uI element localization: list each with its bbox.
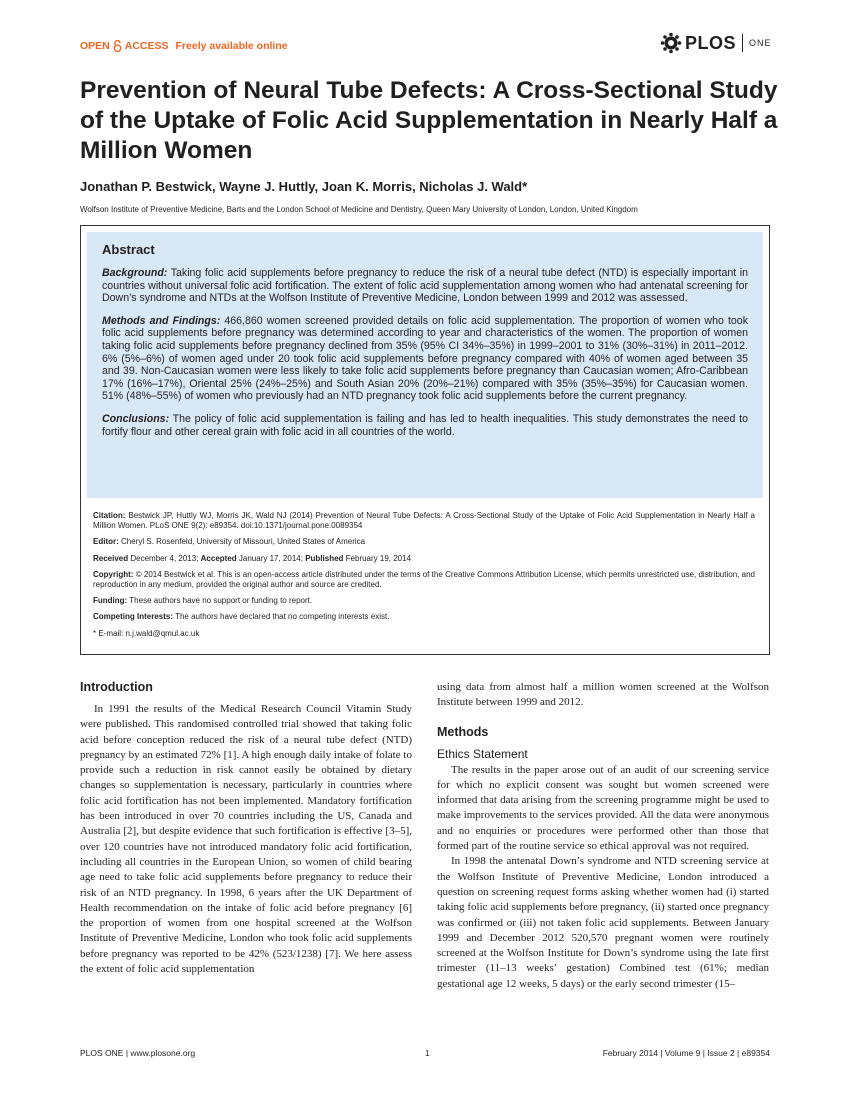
editor-text: Cheryl S. Rosenfeld, University of Missouri, United States of America — [121, 537, 366, 547]
logo-separator — [742, 34, 743, 52]
methods-label: Methods and Findings: — [102, 314, 221, 327]
dates — [93, 554, 755, 564]
copyright-label: Copyright: — [93, 569, 134, 579]
introduction-heading: Introduction — [80, 680, 153, 694]
open-label: OPEN — [80, 40, 110, 52]
abstract-background — [102, 267, 748, 305]
open-access-banner — [80, 40, 288, 52]
open-lock-icon — [113, 40, 122, 52]
competing-text: The authors have declared that no competing interests exist. — [175, 612, 390, 622]
ethics-heading: Ethics Statement — [437, 746, 528, 761]
published-date: February 19, 2014 — [345, 553, 412, 563]
citation — [93, 511, 755, 531]
methods-paragraph: In 1998 the antenatal Down’s syndrome and NTD screening service at the Wolfson Institute of Preventive Medicine, London introduced a question on screening request forms asking whether women had (i) started taking folic acid supplements before pregnancy, (ii) started once pregnancy was confirmed or (iii) not taken folic acid supplements. Between January 1999 and December 2012 520,570 pregnant women were routinely screened at the Wolfson Institute for Down’s syndrome using the late first trimester (11–13 weeks’ gestation) Combined test (61%; median gestational age 12 weeks, 5 days) or the early second trimester (15– — [437, 855, 769, 990]
abstract-conclusions — [102, 413, 748, 438]
funding — [93, 596, 755, 606]
left-column — [80, 680, 412, 977]
plos-gear-icon — [660, 32, 682, 54]
plos-wordmark: PLOS — [685, 32, 737, 53]
plos-logo — [660, 32, 772, 54]
conclusions-label: Conclusions: — [102, 412, 170, 425]
abstract-methods — [102, 315, 748, 403]
right-column — [437, 680, 769, 992]
competing-interests — [93, 612, 755, 622]
citation-label: Citation: — [93, 511, 126, 520]
background-label: Background: — [102, 267, 168, 279]
competing-label: Competing Interests: — [93, 612, 174, 622]
methods-text: 466,860 women screened provided details on folic acid supplementation. The proportion of women who took folic acid supplements before pregnancy was determined according to year and characteristics of the women. The proportion of women taking folic acid supplements before pregnancy declined from 35% (95% CI 34%–35%) in 1999–2001 to 31% (30%–31%) in 2011–2012. 6% (5%–6%) of women aged under 20 took folic acid supplements before pregnancy compared with 40% of women aged between 35 and 39. Non-Caucasian women were less likely to take folic acid supplements before pregnancy than Caucasian women; Afro-Caribbean 17% (16%–17%), Oriental 25% (24%–25%) and South Asian 20% (20%–21%) compared with 35% (35%–35%) for Caucasian women. 51% (48%–55%) of women who previously had an NTD pregnancy took folic acid supplements before the current pregnancy. — [102, 314, 748, 403]
copyright — [93, 570, 755, 590]
editor — [93, 537, 755, 547]
received-label: Received — [93, 553, 129, 563]
accepted-date: January 17, 2014; — [238, 553, 303, 563]
conclusions-text: The policy of folic acid supplementation is failing and has led to health inequalities. This study demonstrates the need to fortify flour and other cereal grain with folic acid in all countries of the world. — [102, 412, 748, 438]
affiliation: Wolfson Institute of Preventive Medicine, Barts and the London School of Medicine and Dentistry, Queen Mary University of London, London, United Kingdom — [80, 205, 638, 214]
article-metadata — [93, 511, 755, 645]
received-date: December 4, 2013; — [130, 553, 199, 563]
freely-available-label: Freely available online — [175, 40, 288, 52]
funding-text: These authors have no support or funding to report. — [129, 596, 313, 606]
page-number: 1 — [425, 1048, 430, 1058]
abstract-heading: Abstract — [102, 242, 155, 257]
journal-tag: ONE — [749, 38, 772, 48]
introduction-paragraph: In 1991 the results of the Medical Research Council Vitamin Study were published. This randomised controlled trial showed that taking folic acid before conception reduced the risk of a neural tube defect (NTD) pregnancy by an estimated 72% [1]. A high enough daily intake of folate to provide such a reduction in risk cannot easily be obtained by dietary changes so supplementation is necessary, particularly in countries where folic acid fortification has not been implemented. Mandatory fortification has been introduced in over 70 countries including the US, Canada and Australia [2], but despite evidence that such fortification is effective [3–5], over 120 countries have not introduced mandatory folic acid fortification, including all countries in the European Union, so women of child bearing age need to take folic acid supplements before pregnancy to reduce their risk of an NTD pregnancy. In 1998, 6 years after the UK Department of Health recommendation on the intake of folic acid before pregnancy [6] the proportion of women from one hospital screened at the Wolfson Institute of Preventive Medicine, London who took folic acid supplements before pregnancy was reported to be 42% (523/1238) [7]. We here assess the extent of folic acid supplementation — [80, 703, 412, 976]
corresponding-email[interactable]: * E-mail: n.j.wald@qmul.ac.uk — [93, 628, 200, 638]
citation-text: Bestwick JP, Huttly WJ, Morris JK, Wald NJ (2014) Prevention of Neural Tube Defects: A Cross-Sectional Study of the Uptake of Folic Acid Supplementation in Nearly Half a Million Women. PLoS ONE 9(2): e89354. doi:10.1371/journal.pone.0089354 — [93, 511, 755, 531]
footer-issue: February 2014 | Volume 9 | Issue 2 | e89354 — [602, 1048, 770, 1058]
author-list: Jonathan P. Bestwick, Wayne J. Huttly, Joan K. Morris, Nicholas J. Wald* — [80, 179, 528, 194]
abstract-box — [87, 232, 763, 498]
article-title: Prevention of Neural Tube Defects: A Cross-Sectional Study of the Uptake of Folic Acid Supplementation in Nearly Half a Million Women — [80, 77, 778, 164]
accepted-label: Accepted — [200, 553, 237, 563]
background-text: Taking folic acid supplements before pregnancy to reduce the risk of a neural tube defect (NTD) is especially important in countries without universal folic acid fortification. The extent of folic acid supplementation among women who had antenatal screening for Down’s syndrome and NTDs at the Wolfson Institute of Preventive Medicine, London between 1999 and 2012 was assessed. — [102, 267, 748, 305]
published-label: Published — [305, 553, 344, 563]
editor-label: Editor: — [93, 537, 119, 547]
introduction-continuation: using data from almost half a million women screened at the Wolfson Institute between 1999 and 2012. — [437, 681, 769, 709]
copyright-text: © 2014 Bestwick et al. This is an open-access article distributed under the terms of the Creative Commons Attribution License, which permits unrestricted use, distribution, and reproduction in any medium, provided the original author and source are credited. — [93, 569, 755, 590]
footer-journal: PLOS ONE | www.plosone.org — [80, 1048, 196, 1058]
ethics-paragraph: The results in the paper arose out of an audit of our screening service for which no explicit consent was sought but women screened were informed that data arising from the screening programme might be used to make improvements to the services provided. All the data were anonymous and no enquiries or procedures were performed other than those that formed part of the routine service so ethical approval was not required. — [437, 763, 769, 853]
access-label: ACCESS — [124, 40, 169, 52]
funding-label: Funding: — [93, 596, 128, 606]
methods-heading: Methods — [437, 724, 489, 739]
